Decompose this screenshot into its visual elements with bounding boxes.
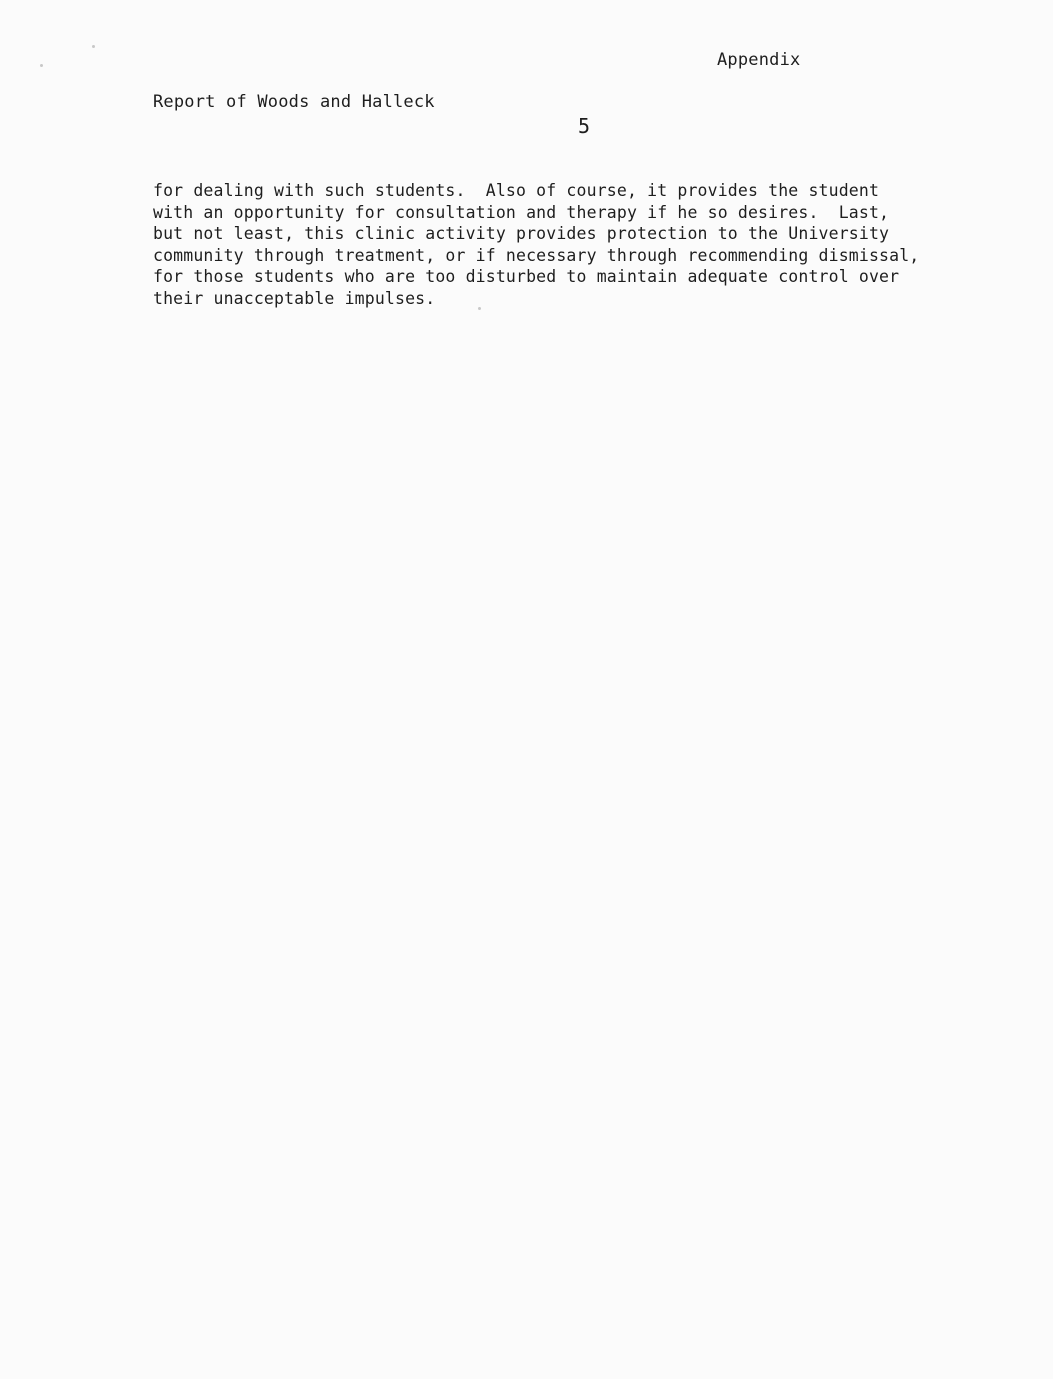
paragraph-line: for dealing with such students. Also of course, it provides the student: [153, 181, 880, 200]
paragraph-line: for those students who are too disturbed to maintain adequate control over: [153, 267, 900, 286]
page-number: 5: [578, 114, 591, 138]
paragraph-line: community through treatment, or if necessary through recommending dismissal,: [153, 245, 920, 265]
paragraph-line: with an opportunity for consultation and therapy if he so desires. Last,: [153, 202, 890, 222]
paper-speck: [40, 64, 43, 67]
paragraph-line: their unacceptable impulses.: [153, 288, 436, 308]
report-title: Report of Woods and Halleck: [153, 92, 435, 112]
paper-speck: [92, 45, 95, 48]
appendix-label: Appendix: [717, 50, 801, 70]
paragraph-line: but not least, this clinic activity provides protection to the University: [153, 224, 890, 243]
body-paragraph: [153, 180, 1013, 309]
